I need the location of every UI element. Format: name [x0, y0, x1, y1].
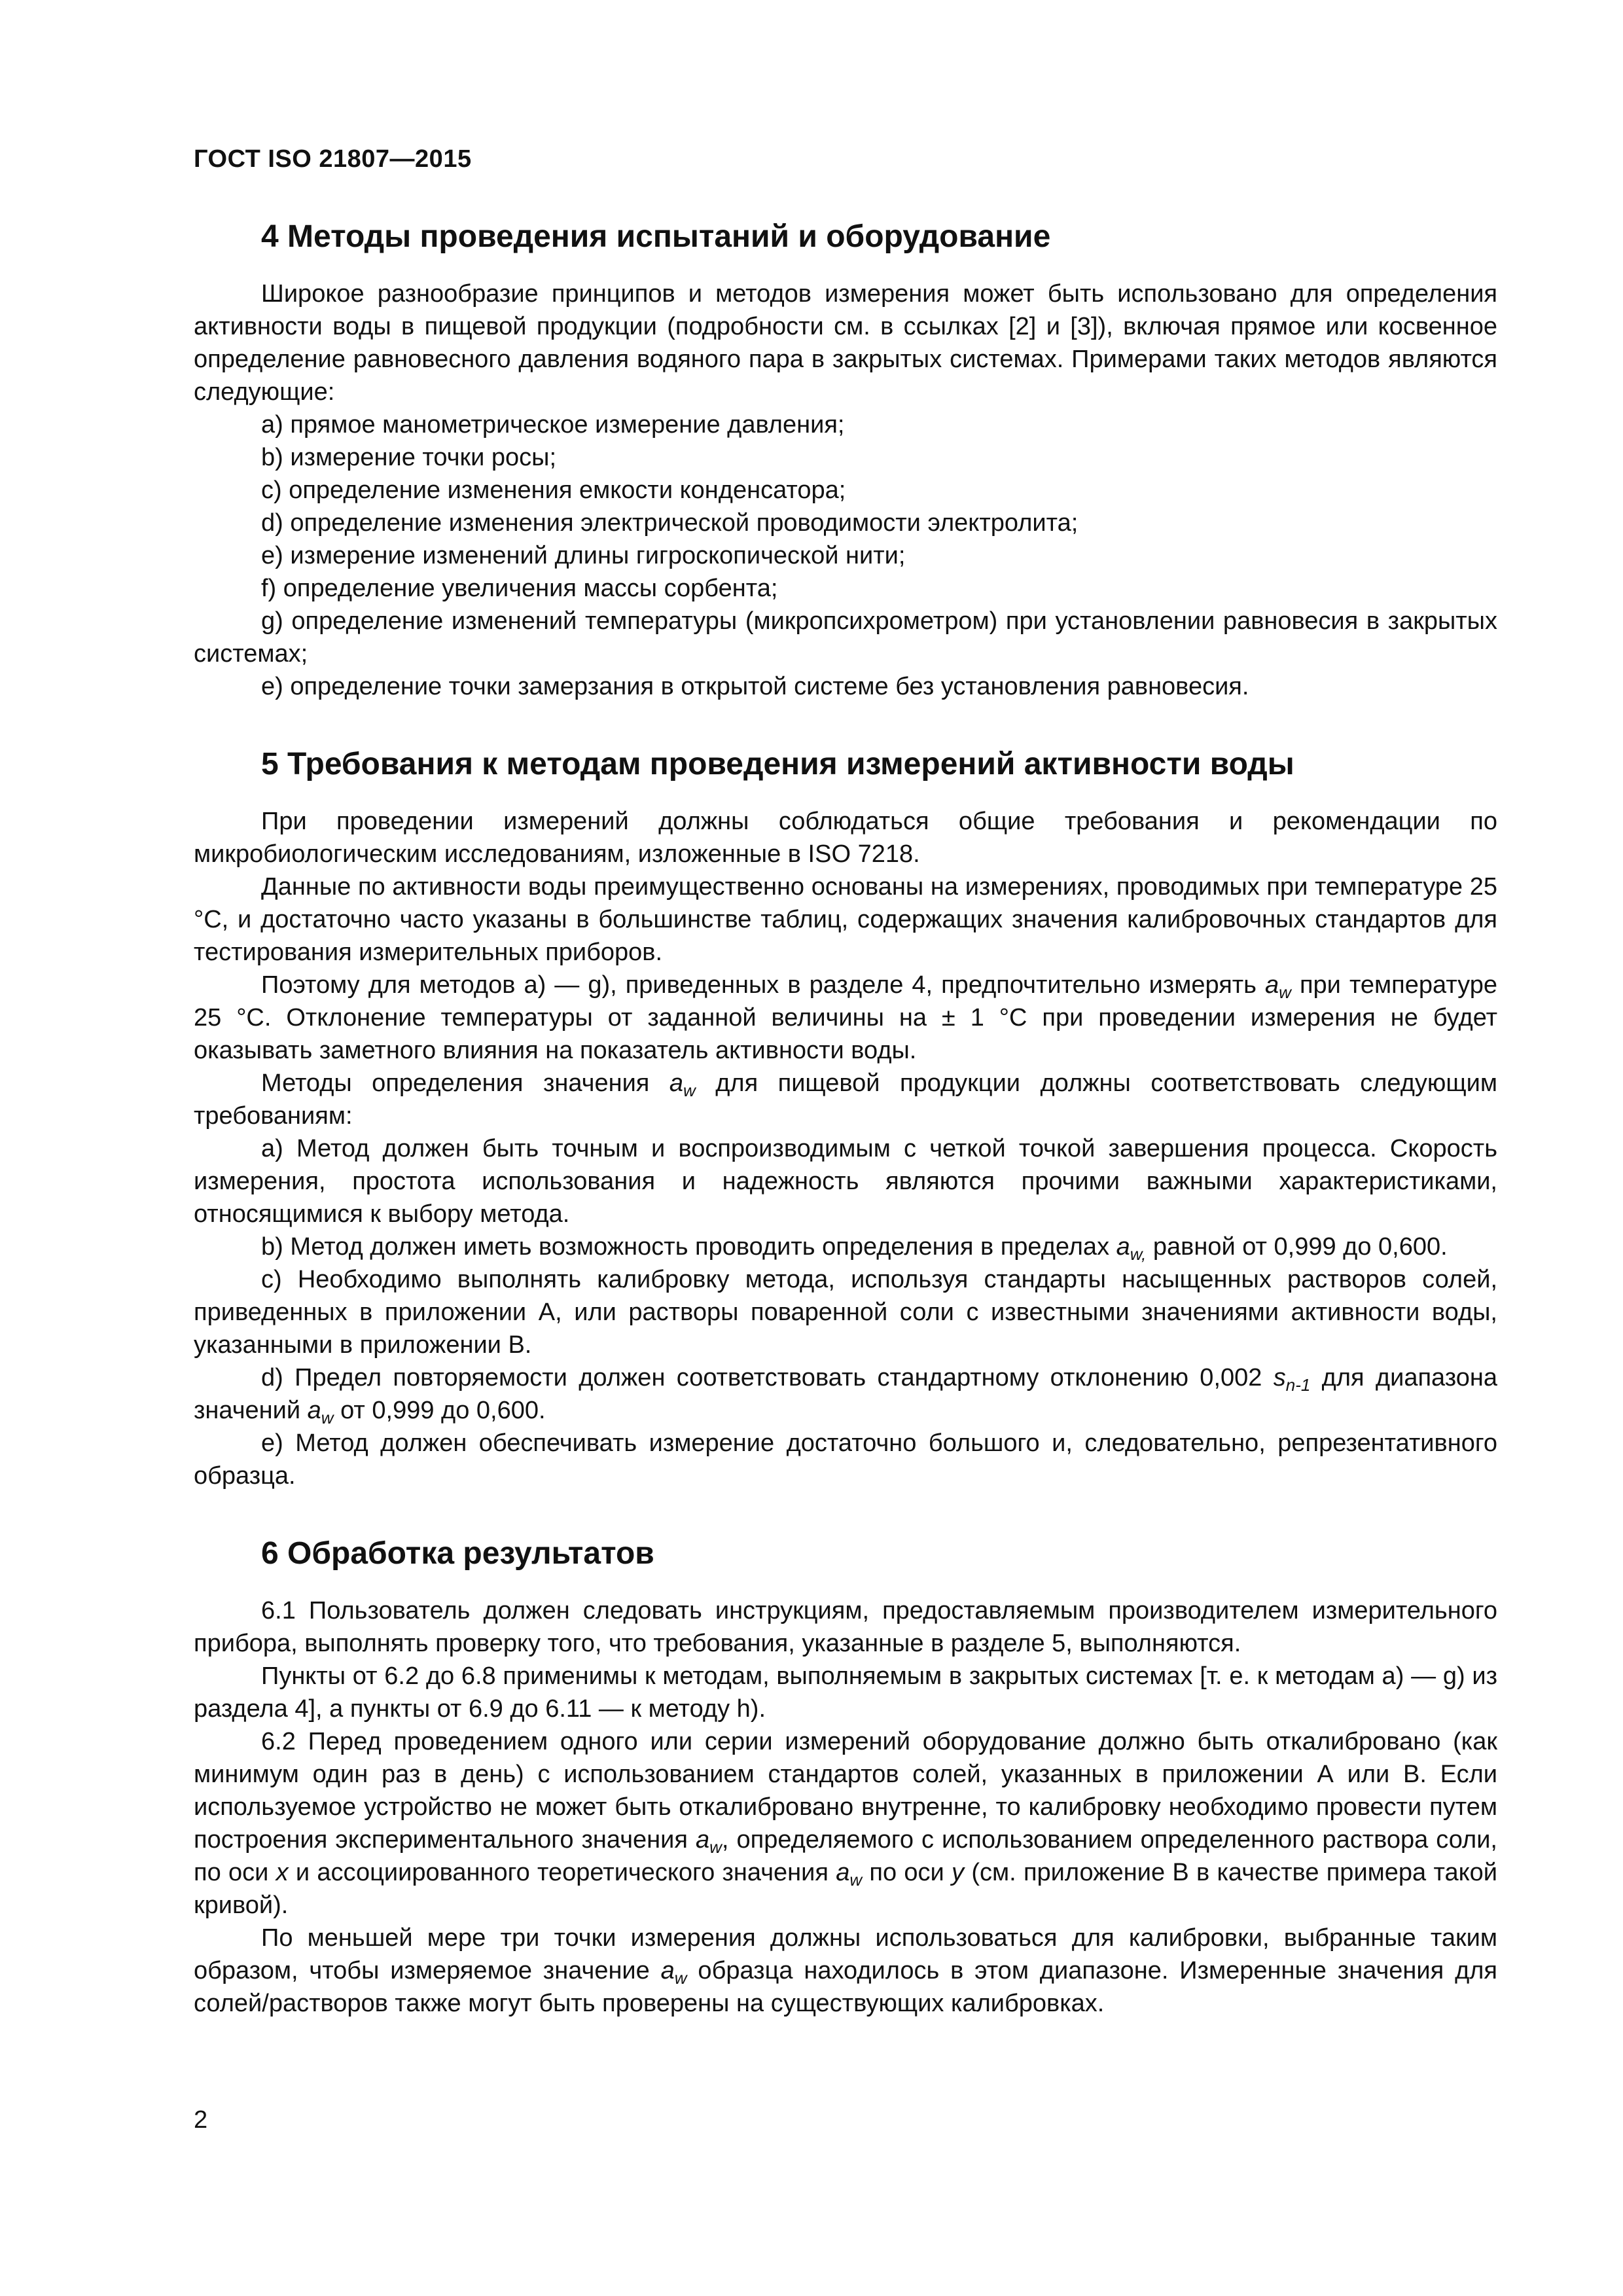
section-5-req-e: e) Метод должен обеспечивать измерение достаточно большого и, следовательно, репрезентативного образца. — [194, 1429, 1497, 1490]
section-4-item-c: c) определение изменения емкости конденсатора; — [261, 476, 846, 504]
section-5-paragraph-2: Данные по активности воды преимущественно основаны на измерениях, проводимых при температуре 25 °С, и достаточно часто указаны в большинстве таблиц, содержащих значения калибровочных стандартов для тестирования измерительных приборов. — [194, 873, 1497, 966]
section-4 — [194, 216, 1497, 703]
section-4-item-d: d) определение изменения электрической проводимости электролита; — [261, 509, 1079, 537]
section-4-item-a: a) прямое манометрическое измерение давления; — [261, 411, 845, 439]
section-4-item-f: f) определение увеличения массы сорбента; — [261, 575, 778, 602]
section-4-title: 4 Методы проведения испытаний и оборудование — [261, 219, 1051, 254]
section-5 — [194, 744, 1497, 1492]
section-4-item-b: b) измерение точки росы; — [261, 444, 557, 471]
section-4-intro: Широкое разнообразие принципов и методов измерения может быть использовано для определения активности воды в пищевой продукции (подробности см. в ссылках [2] и [3]), включая прямое или косвенное определение равновесного давления водяного пара в закрытых системах. Примерами таких методов являются следующие: — [194, 280, 1497, 406]
section-5-paragraph-4: Методы определения значения $a_w$ для пищевой продукции должны соответствовать следующим требованиям: — [194, 1069, 1497, 1130]
section-5-req-b: b) Метод должен иметь возможность проводить определения в пределах $a_{w,}$ равной от 0,999 до 0,600. — [261, 1233, 1448, 1264]
section-4-item-h: e) определение точки замерзания в открытой системе без установления равновесия. — [261, 673, 1249, 700]
document-body — [194, 216, 1497, 2060]
section-5-paragraph-3: Поэтому для методов a) — g), приведенных в разделе 4, предпочтительно измерять $a_w$ при температуре 25 °С. Отклонение температуры от заданной величины на ± 1 °С при проведении измерения не будет оказывать заметного влияния на показатель активности воды. — [194, 971, 1498, 1064]
section-4-item-g: g) определение изменений температуры (микропсихрометром) при установлении равновесия в закрытых системах; — [194, 607, 1497, 668]
section-6-paragraph-4: По меньшей мере три точки измерения должны использоваться для калибровки, выбранные таким образом, чтобы измеряемое значение $a_w$ образца находилось в этом диапазоне. Измеренные значения для солей/растворов также могут быть проверены на существующих калибровках. — [194, 1924, 1497, 2017]
section-5-req-d: d) Предел повторяемости должен соответствовать стандартному отклонению 0,002 $s_{n-1}$ для диапазона значений $a_w$ от 0,999 до 0,600. — [194, 1364, 1497, 1427]
section-6-paragraph-1: 6.1 Пользователь должен следовать инструкциям, предоставляемым производителем измерительного прибора, выполнять проверку того, что требования, указанные в разделе 5, выполняются. — [194, 1597, 1497, 1657]
section-6-title: 6 Обработка результатов — [261, 1536, 654, 1571]
section-4-item-e: e) измерение изменений длины гигроскопической нити; — [261, 542, 906, 569]
section-5-req-a: a) Метод должен быть точным и воспроизводимым с четкой точкой завершения процесса. Скорость измерения, простота использования и надежность являются прочими важными характеристиками, относящимися к выбору метода. — [194, 1135, 1497, 1228]
section-6-paragraph-2: Пункты от 6.2 до 6.8 применимы к методам, выполняемым в закрытых системах [т. е. к методам a) — g) из раздела 4], а пункты от 6.9 до 6.11 — к методу h). — [194, 1662, 1497, 1723]
page-number: 2 — [194, 2106, 208, 2134]
section-5-paragraph-1: При проведении измерений должны соблюдаться общие требования и рекомендации по микробиологическим исследованиям, изложенные в ISO 7218. — [194, 808, 1497, 868]
section-5-req-c: c) Необходимо выполнять калибровку метода, используя стандарты насыщенных растворов солей, приведенных в приложении А, или растворы поваренной соли с известными значениями активности воды, указанными в приложении В. — [194, 1266, 1497, 1359]
section-6 — [194, 1533, 1497, 2020]
section-6-paragraph-3: 6.2 Перед проведением одного или серии измерений оборудование должно быть откалибровано (как минимум один раз в день) с использованием стандартов солей, указанных в приложении А или В. Если используемое устройство не может быть откалибровано внутренне, то калибровку необходимо провести путем построения экспериментального значения $a_w$, определяемого с использованием определенного раствора соли, по оси x и ассоциированного теоретического значения $a_w$ по оси y (см. приложение В в качестве примера такой кривой). — [194, 1728, 1497, 1919]
section-5-title: 5 Требования к методам проведения измерений активности воды — [261, 747, 1294, 781]
document-code-header: ГОСТ ISO 21807—2015 — [194, 145, 472, 173]
